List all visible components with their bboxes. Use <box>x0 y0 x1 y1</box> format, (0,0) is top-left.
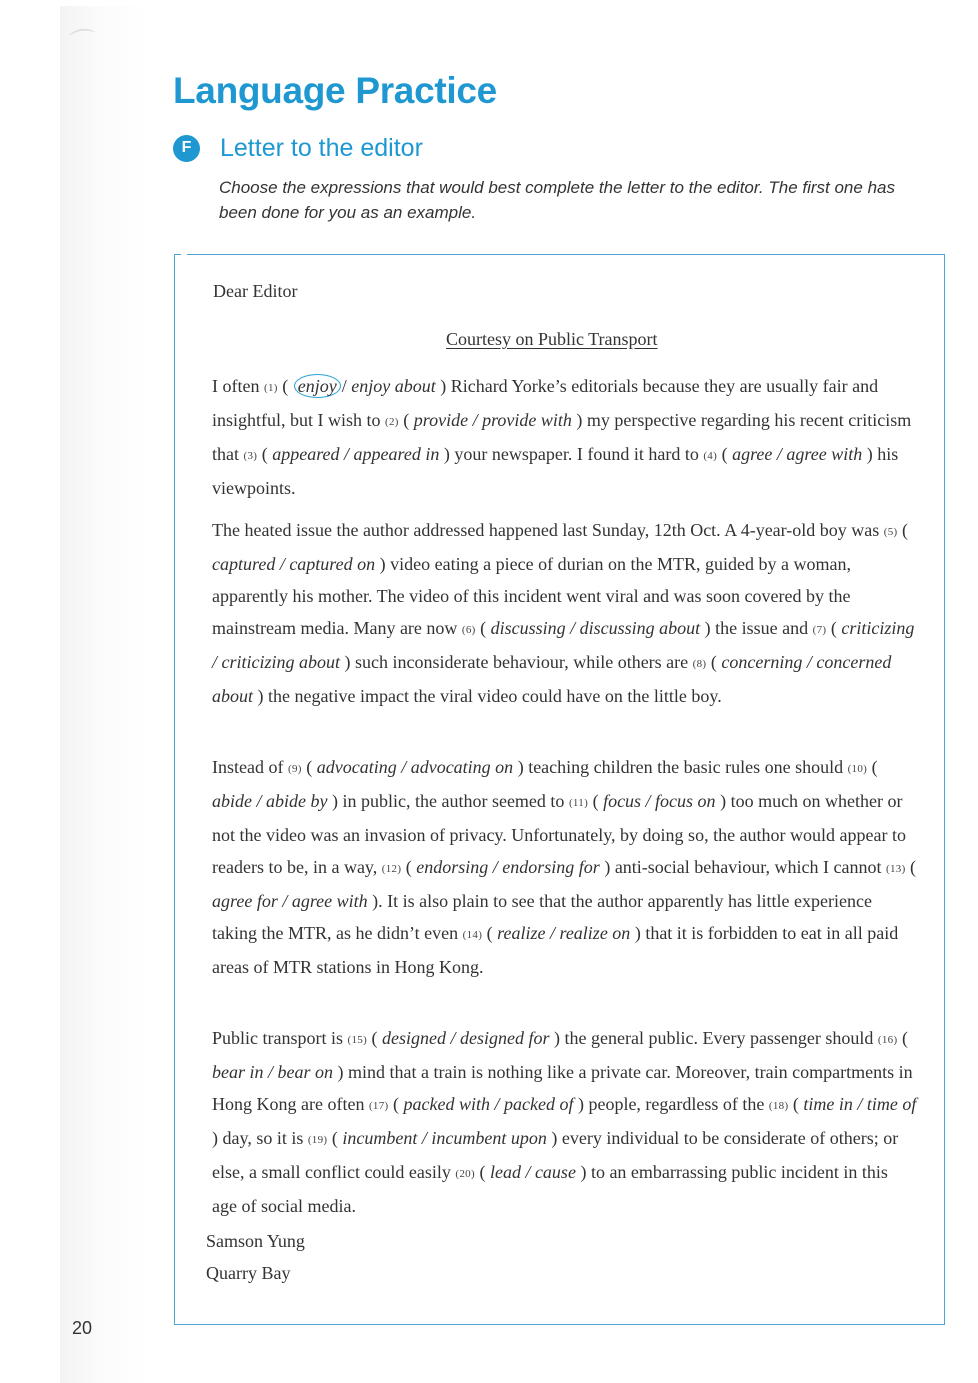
answer-options: provide / provide with <box>413 410 572 430</box>
answer-options: designed / designed for <box>382 1028 550 1048</box>
text-run: people, regardless of the <box>583 1094 769 1114</box>
text-run: in public, the author seemed to <box>337 791 569 811</box>
signature-name: Samson Yung <box>206 1231 305 1251</box>
blank-number: (15) <box>347 1034 368 1046</box>
answer-options: bear in / bear on <box>212 1062 333 1082</box>
blank-number: (5) <box>883 526 898 538</box>
text-run: too much on whether or not the video was an invasion of privacy. Unfortunately, by doing so, the author would appear to readers to be, in a way, <box>212 791 907 877</box>
text-run: every individual to be considerate of others; or else, a small conflict could easily <box>212 1128 899 1182</box>
text-run: Richard Yorke’s editorials because they are usually fair and insightful, but I wish to <box>212 376 879 430</box>
text-run: the general public. Every passenger should <box>560 1028 878 1048</box>
text-run: mind that a train is nothing like a private car. Moreover, train compartments in Hong Kong are often <box>212 1062 913 1114</box>
blank-number: (14) <box>462 929 483 941</box>
page-corner-mark: ⌒ <box>68 25 99 59</box>
blank-number: (7) <box>812 624 827 636</box>
answer-options: incumbent / incumbent upon <box>342 1128 547 1148</box>
blank-number: (19) <box>307 1134 328 1146</box>
text-run: his viewpoints. <box>212 444 899 498</box>
answer-option: enjoy about <box>351 376 436 396</box>
text-run: my perspective regarding his recent criticism that <box>212 410 912 464</box>
text-run: your newspaper. I found it hard to <box>449 444 704 464</box>
answer-options: criticizing / criticizing about <box>212 618 915 672</box>
letter-paragraph-2: The heated issue the author addressed happened last Sunday, 12th Oct. A 4-year-old boy was (5) ( captured / captured on ) video eating a piece of durian on the MTR, guided by a woman, apparently his mother. The video of this incident went viral and was soon covered by the mainstream media. Many are now (6) ( discussing / discussing about ) the issue and (7) ( criticizing / criticizing about ) such inconsiderate behaviour, while others are (8) ( concerning / concerned about ) the negative impact the viral video could have on the little boy. <box>212 520 915 706</box>
text-run: Public transport is <box>212 1028 348 1048</box>
answer-options: time in / time of <box>803 1094 917 1114</box>
answer-options: agree for / agree with <box>212 891 368 911</box>
section-letter-badge: F <box>173 135 200 162</box>
blank-number: (20) <box>455 1168 475 1180</box>
answer-options: endorsing / endorsing for <box>416 857 600 877</box>
blank-number: (16) <box>877 1034 898 1046</box>
blank-number: (13) <box>886 863 906 875</box>
letter-title: Courtesy on Public Transport <box>446 329 658 349</box>
text-run: the issue and <box>710 618 813 638</box>
answer-options: realize / realize on <box>497 923 631 943</box>
answer-options: concerning / concerned about <box>212 652 892 706</box>
instructions: Choose the expressions that would best complete the letter to the editor. The first one has been done for you as an example. <box>219 178 895 222</box>
blank-number: (12) <box>381 863 402 875</box>
section-title: Letter to the editor <box>220 133 423 162</box>
text-run: that it is forbidden to eat in all paid areas of MTR stations in Hong Kong. <box>212 923 899 977</box>
blank-number: (6) <box>461 624 476 636</box>
page-number: 20 <box>72 1318 93 1338</box>
blank-number: (18) <box>768 1100 789 1112</box>
answer-options: packed with / packed of <box>403 1094 574 1114</box>
blank-number: (2) <box>385 416 399 428</box>
signature-place: Quarry Bay <box>206 1263 291 1283</box>
text-run: video eating a piece of durian on the MTR, guided by a woman, apparently his mother. The video of this incident went viral and was soon covered by the mainstream media. Many are now <box>212 554 852 638</box>
answer-options: abide / abide by <box>212 791 328 811</box>
text-run: the negative impact the viral video could have on the little boy. <box>263 686 722 706</box>
letter-paragraph-4: Public transport is (15) ( designed / designed for ) the general public. Every passenger should (16) ( bear in / bear on ) mind that a train is nothing like a private car. Moreover, train compartments in Hong Kong are often (17) ( packed with / packed of ) people, regardless of the (18) ( time in / time of ) day, so it is (19) ( incumbent / incumbent upon ) every individual to be considerate of others; or else, a small conflict could easily (20) ( lead / cause ) to an embarrassing public incident in this age of social media. <box>212 1028 917 1216</box>
blank-number: (17) <box>368 1100 389 1112</box>
section-header <box>173 132 423 164</box>
blank-number: (1) <box>263 382 278 394</box>
blank-number: (8) <box>692 658 707 670</box>
text-run: teaching children the basic rules one should <box>523 757 848 777</box>
text-run: . It is also plain to see that the author apparently has little experience taking the MTR, as he didn’t even <box>212 891 872 943</box>
letter-paragraph-1: I often (1) ( enjoy / enjoy about ) Richard Yorke’s editorials because they are usually fair and insightful, but I wish to (2) ( provide / provide with ) my perspective regarding his recent criticism that (3) ( appeared / appeared in ) your newspaper. I found it hard to (4) ( agree / agree with ) his viewpoints. <box>212 376 912 498</box>
answer-options: lead / cause <box>489 1162 576 1182</box>
text-run: anti-social behaviour, which I cannot <box>610 857 886 877</box>
blank-number: (11) <box>568 797 589 809</box>
answer-options: agree / agree with <box>732 444 863 464</box>
text-run: day, so it is <box>218 1128 308 1148</box>
answer-options: discussing / discussing about <box>490 618 701 638</box>
answer-options: captured / captured on <box>212 554 376 574</box>
page-title: Language Practice <box>173 70 497 111</box>
blank-number: (9) <box>287 763 302 775</box>
text-run: I often <box>212 376 264 396</box>
answer-options: focus / focus on <box>603 791 716 811</box>
answer-options: appeared / appeared in <box>272 444 440 464</box>
text-run: to an embarrassing public incident in this age of social media. <box>212 1162 888 1216</box>
blank-number: (3) <box>243 450 258 462</box>
blank-number: (10) <box>847 763 868 775</box>
text-run: such inconsiderate behaviour, while others are <box>350 652 693 672</box>
letter-paragraph-3: Instead of (9) ( advocating / advocating on ) teaching children the basic rules one should (10) ( abide / abide by ) in public, the author seemed to (11) ( focus / focus on ) too much on whether or not the video was an invasion of privacy. Unfortunately, by doing so, the author would appear to readers to be, in a way, (12) ( endorsing / endorsing for ) anti-social behaviour, which I cannot (13) ( agree for / agree with ). It is also plain to see that the author apparently has little experience taking the MTR, as he didn’t even (14) ( realize / realize on ) that it is forbidden to eat in all paid areas of MTR stations in Hong Kong. <box>212 757 917 977</box>
blank-number: (4) <box>703 450 718 462</box>
text-run: The heated issue the author addressed happened last Sunday, 12th Oct. A 4-year-old boy was <box>212 520 884 540</box>
letter-salutation: Dear Editor <box>213 281 298 301</box>
text-run: Instead of <box>212 757 288 777</box>
answer-options: advocating / advocating on <box>316 757 514 777</box>
circled-answer: enjoy <box>294 374 341 398</box>
